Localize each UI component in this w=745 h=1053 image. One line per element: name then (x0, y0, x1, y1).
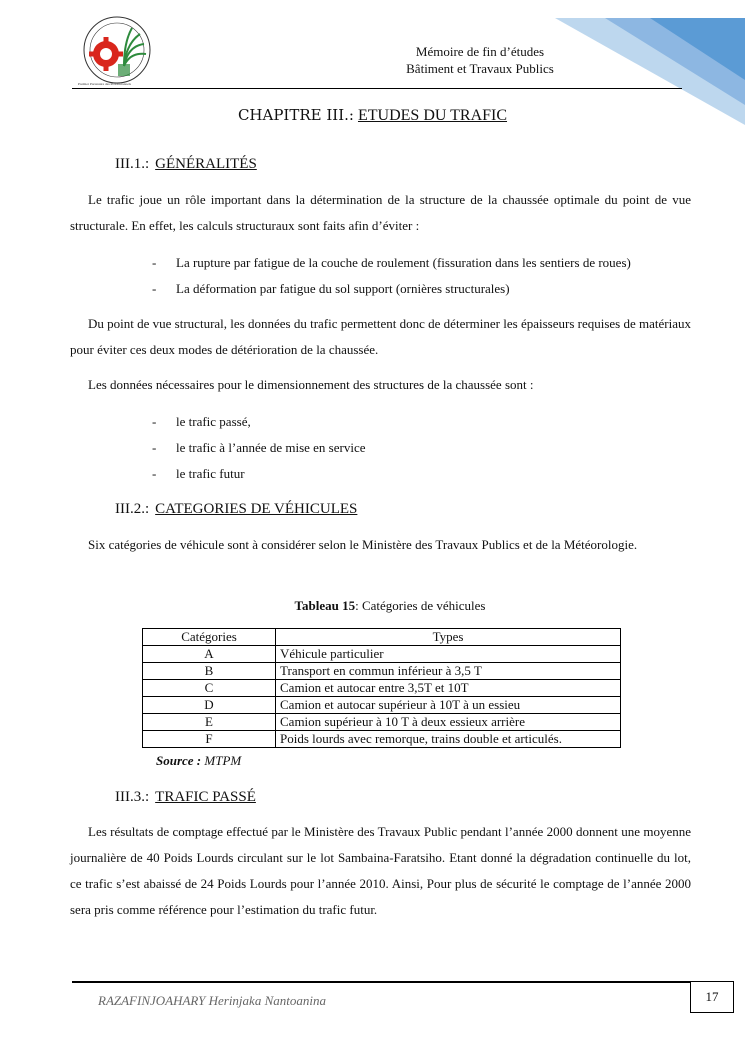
column-header: Catégories (143, 629, 276, 646)
section-title: GÉNÉRALITÉS (155, 156, 257, 172)
category-cell: F (143, 731, 276, 748)
section-number: III.3.: (115, 789, 150, 805)
bullet-dash: - (152, 414, 157, 429)
type-cell: Poids lourds avec remorque, trains double et articulés. (276, 731, 621, 748)
list-item-text: le trafic futur (176, 466, 245, 481)
source-label: Source : (156, 753, 202, 768)
category-cell: D (143, 697, 276, 714)
vehicle-categories-table (142, 628, 621, 748)
type-cell: Véhicule particulier (276, 646, 621, 663)
category-cell: C (143, 680, 276, 697)
table-caption-label: Tableau 15 (294, 598, 356, 613)
type-cell: Camion et autocar entre 3,5T et 10T (276, 680, 621, 697)
category-cell: E (143, 714, 276, 731)
list-item-text: La déformation par fatigue du sol support (ornières structurales) (176, 281, 510, 296)
list-item-text: le trafic passé, (176, 414, 251, 429)
chapter-prefix: CHAPITRE III.: (237, 106, 354, 124)
column-header: Types (276, 629, 621, 646)
page-number: 17 (690, 981, 734, 1013)
list-item (152, 440, 365, 456)
list-item (152, 414, 251, 430)
table-row (143, 646, 621, 663)
section-title: TRAFIC PASSÉ (155, 789, 256, 805)
category-cell: A (143, 646, 276, 663)
paragraph-1: Le trafic joue un rôle important dans la détermination de la structure de la chaussée optimale du point de vue structurale. En effet, les calculs structuraux sont faits afin d’éviter : (70, 192, 691, 233)
type-cell: Camion et autocar supérieur à 10T à un essieu (276, 697, 621, 714)
table-row (143, 680, 621, 697)
header-line-1: Mémoire de fin d’études (415, 44, 545, 59)
list-item (152, 466, 245, 482)
section-heading-2 (115, 501, 357, 518)
section-heading-1 (115, 156, 257, 173)
bullet-dash: - (152, 281, 157, 296)
table-row (143, 714, 621, 731)
header-line-2: Bâtiment et Travaux Publics (406, 61, 554, 76)
institution-logo (80, 14, 155, 86)
bullet-dash: - (152, 466, 157, 481)
paragraph-3: Les données nécessaires pour le dimensionnement des structures de la chaussée sont : (88, 377, 534, 392)
footer-divider (72, 981, 690, 983)
paragraph-4: Six catégories de véhicule sont à considérer selon le Ministère des Travaux Publics et de la Météorologie. (88, 537, 638, 552)
logo-caption: Premier Partenaire des Professionnels (78, 82, 131, 86)
list-item-text: le trafic à l’année de mise en service (176, 440, 366, 455)
table-header-row (143, 629, 621, 646)
table-caption (0, 598, 745, 614)
chapter-title: ETUDES DU TRAFIC (357, 107, 508, 124)
type-cell: Camion supérieur à 10 T à deux essieux arrière (276, 714, 621, 731)
type-cell: Transport en commun inférieur à 3,5 T (276, 663, 621, 680)
section-number: III.2.: (115, 501, 150, 517)
section-heading-3 (115, 789, 256, 806)
section-number: III.1.: (115, 156, 150, 172)
bullet-dash: - (152, 440, 157, 455)
list-item (152, 281, 510, 297)
category-cell: B (143, 663, 276, 680)
table-row (143, 697, 621, 714)
table-caption-text: : Catégories de véhicules (355, 598, 486, 613)
paragraph-5: Les résultats de comptage effectué par le Ministère des Travaux Public pendant l’année 2000 donnent une moyenne journalière de 40 Poids Lourds circulant sur le lot Sambaina-Faratsiho. Etant donné la dégradation continuelle du lot, ce trafic s’est abaissé de 24 Poids Lourds pour l’année 2010. Ainsi, Pour plus de sécurité le comptage de l’année 2000 sera pris comme référence pour l’estimation du trafic futur. (70, 824, 691, 917)
list-item-text: La rupture par fatigue de la couche de roulement (fissuration dans les sentiers de roues) (176, 255, 631, 270)
table-row (143, 663, 621, 680)
bullet-dash: - (152, 255, 157, 270)
chapter-heading (0, 106, 745, 125)
section-title: CATEGORIES DE VÉHICULES (155, 501, 358, 517)
table-source (156, 753, 241, 769)
table-row (143, 731, 621, 748)
paragraph-2: Du point de vue structural, les données du trafic permettent donc de déterminer les épaisseurs requises de matériaux pour éviter ces deux modes de détérioration de la chaussée. (70, 316, 691, 357)
header-divider (72, 88, 682, 89)
list-item (152, 255, 631, 271)
source-value: MTPM (204, 753, 242, 768)
footer-author: RAZAFINJOAHARY Herinjaka Nantoanina (98, 993, 326, 1008)
